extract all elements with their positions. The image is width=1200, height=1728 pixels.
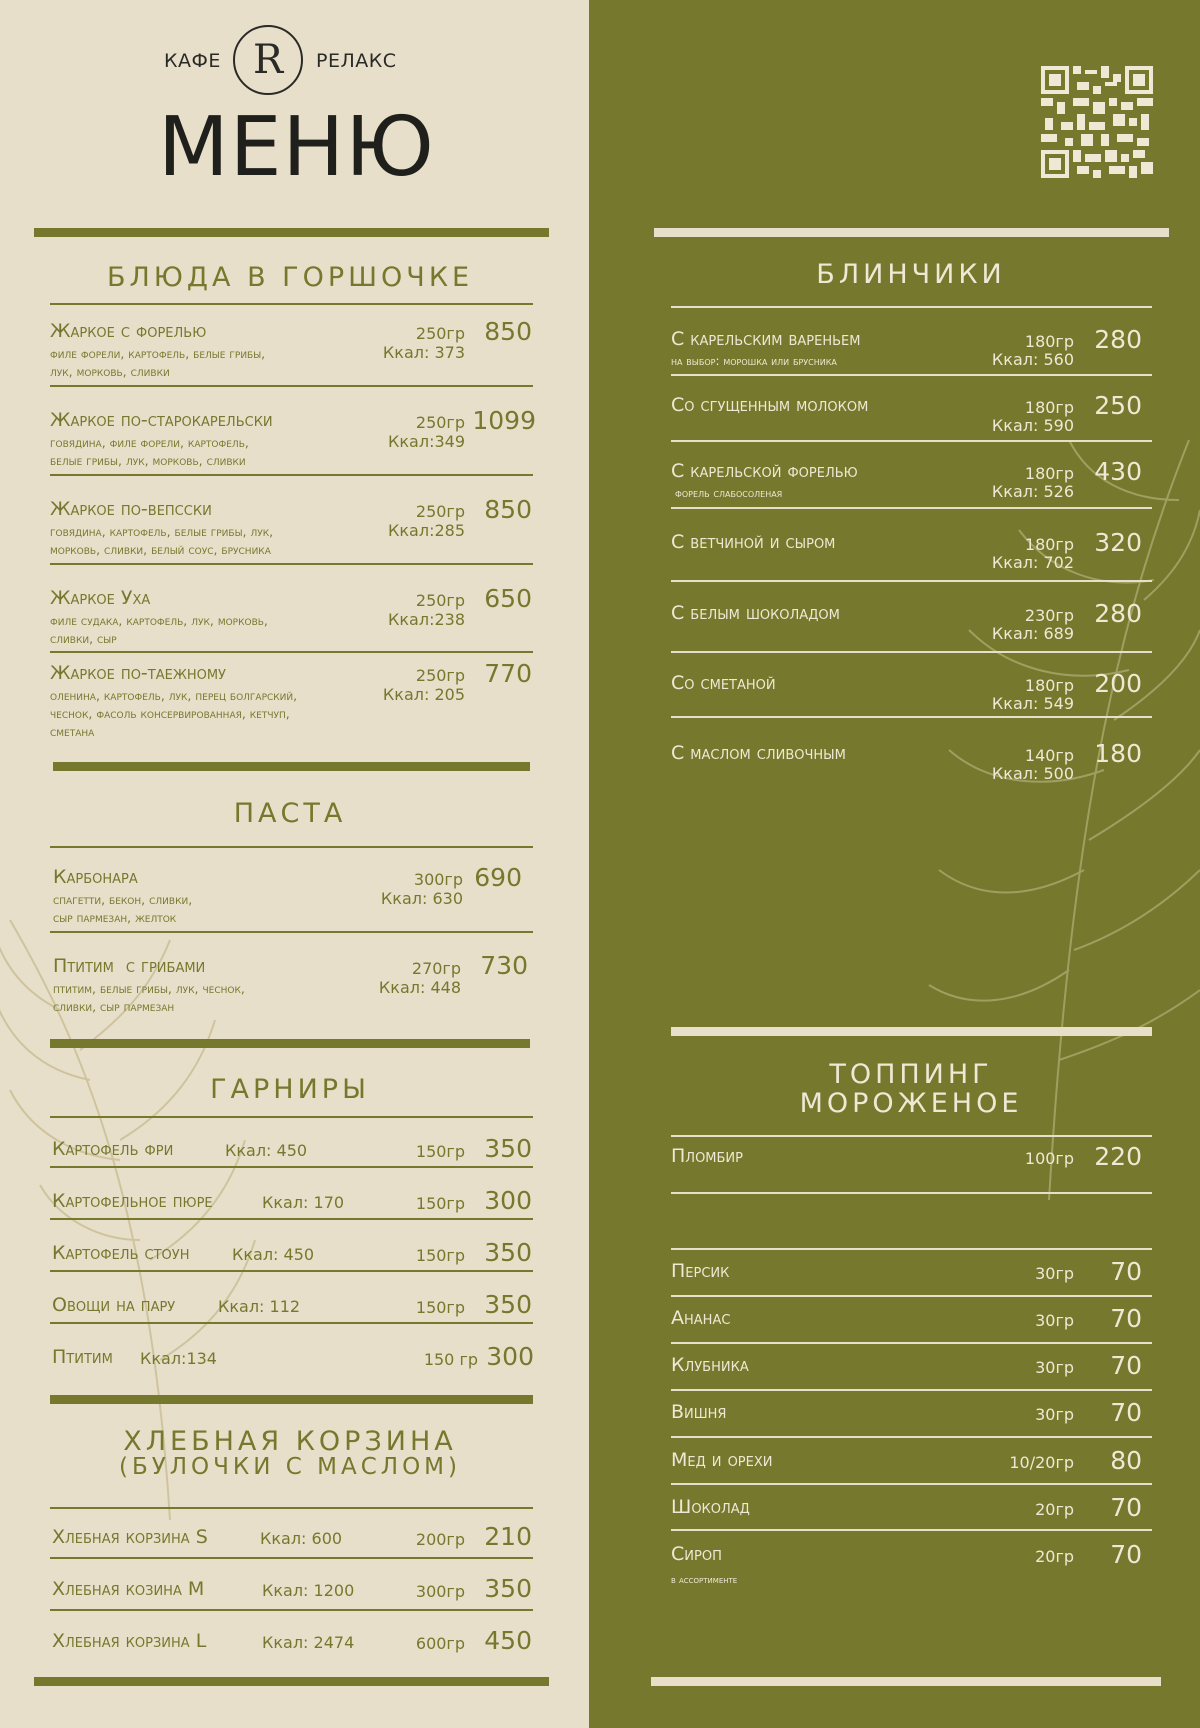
item-name: Со сметаной [671,672,776,694]
item-price: 450 [484,1626,532,1655]
item-name: Пломбир [671,1145,743,1167]
item-kcal: Ккал: 590 [991,416,1074,435]
item-kcal: Ккал: 2474 [262,1633,355,1652]
item-name: С карельской форелью [671,460,858,482]
item-name: Птитим [52,1346,113,1368]
item-weight: 20гр [1035,1547,1074,1566]
item-price: 770 [484,659,532,688]
item-kcal: Ккал:349 [388,432,465,451]
item-weight: 250гр [415,413,465,432]
divider [671,1192,1152,1194]
item-weight: 250гр [415,591,465,610]
item-weight: 10/20гр [1009,1453,1074,1472]
item-price: 350 [484,1290,532,1319]
item-price: 280 [1094,599,1142,628]
item-weight: 140гр [1024,746,1074,765]
item-price: 850 [484,317,532,346]
item-name: Картофельное пюре [52,1190,213,1212]
item-price: 280 [1094,325,1142,354]
item-name: Шоколад [671,1496,750,1518]
item-name: Со сгущенным молоком [671,394,869,416]
item-name: Вишня [671,1401,727,1423]
left-panel [0,0,589,1728]
item-name: Картофель фри [52,1138,174,1160]
item-kcal: Ккал: 450 [225,1141,308,1160]
item-description: морковь, сливки, белый соус, брусника [50,542,271,557]
item-price: 70 [1110,1493,1142,1522]
item-kcal: Ккал: 448 [378,978,461,997]
divider [671,1436,1152,1438]
divider [50,1218,533,1220]
item-description: говядина, картофель, белые грибы, лук, [50,524,274,539]
divider [50,1166,533,1168]
item-price: 350 [484,1134,532,1163]
divider [651,1677,1161,1686]
item-name: Хлебная корзина L [52,1630,207,1652]
item-description: форель слабосоленая [675,486,783,500]
item-kcal: Ккал: 702 [991,553,1074,572]
item-description: оленина, картофель, лук, перец болгарский, [50,688,298,703]
item-name: Сироп [671,1543,722,1565]
item-name: С маслом сливочным [671,742,846,764]
item-name: Жаркое с форелью [50,320,207,342]
item-weight: 30гр [1035,1358,1074,1377]
item-price: 70 [1110,1398,1142,1427]
item-name: Персик [671,1260,730,1282]
divider [34,1677,549,1686]
divider [654,228,1169,237]
divider [50,1039,530,1048]
item-weight: 30гр [1035,1405,1074,1424]
divider [50,1557,533,1559]
item-weight: 180гр [1024,464,1074,483]
item-weight: 250гр [415,666,465,685]
item-description: сметана [50,724,95,739]
item-price: 210 [484,1522,532,1551]
item-name: С ветчиной и сыром [671,531,836,553]
item-name: Жаркое по-таежному [50,662,226,684]
item-description: белые грибы, лук, морковь, сливки [50,453,246,468]
divider [671,374,1152,376]
item-price: 350 [484,1238,532,1267]
item-kcal: Ккал: 560 [991,350,1074,369]
divider [50,303,533,305]
section-title-pasta: ПАСТА [233,798,347,829]
item-description: в ассортименте [671,1575,738,1586]
item-description: говядина, филе форели, картофель, [50,435,249,450]
item-description: сыр пармезан, желток [53,910,177,925]
item-weight: 20гр [1035,1500,1074,1519]
divider [671,1027,1152,1036]
section-title-pancakes: БЛИНЧИКИ [816,259,1006,290]
divider [50,1395,533,1404]
divider [50,1507,533,1509]
item-weight: 150гр [415,1298,465,1317]
item-kcal: Ккал: 500 [991,764,1074,783]
item-weight: 300гр [415,1582,465,1601]
item-price: 1099 [472,406,536,435]
item-weight: 150гр [415,1142,465,1161]
item-weight: 30гр [1035,1264,1074,1283]
item-kcal: Ккал: 526 [991,482,1074,501]
divider [671,651,1152,653]
divider [34,228,549,237]
item-price: 180 [1094,739,1142,768]
item-price: 690 [474,863,522,892]
divider [50,931,533,933]
item-description: сливки, сыр [50,631,117,646]
cafe-logo-icon [233,25,303,95]
item-kcal: Ккал: 689 [991,624,1074,643]
item-kcal: Ккал: 373 [382,343,465,362]
item-name: С карельским вареньем [671,328,861,350]
item-price: 70 [1110,1540,1142,1569]
item-weight: 250гр [415,324,465,343]
item-price: 730 [480,951,528,980]
item-name: Хлебная корзина S [52,1526,208,1548]
item-description: на выбор: морошка или брусника [671,354,837,368]
item-kcal: Ккал: 450 [232,1245,315,1264]
item-kcal: Ккал:285 [388,521,465,540]
item-weight: 600гр [415,1634,465,1653]
divider [671,1135,1152,1137]
item-weight: 180гр [1024,676,1074,695]
item-kcal: Ккал: 1200 [262,1581,355,1600]
item-weight: 200гр [415,1530,465,1549]
item-description: лук, морковь, сливки [50,364,170,379]
item-price: 430 [1094,457,1142,486]
divider [50,474,533,476]
item-weight: 150гр [415,1246,465,1265]
item-name: Картофель стоун [52,1242,190,1264]
item-price: 300 [486,1342,534,1371]
divider [671,1342,1152,1344]
item-weight: 180гр [1024,535,1074,554]
item-name: С белым шоколадом [671,602,840,624]
section-title-bread: ХЛЕБНАЯ КОРЗИНА [123,1426,457,1457]
item-weight: 180гр [1024,332,1074,351]
item-price: 850 [484,495,532,524]
item-kcal: Ккал: 600 [260,1529,343,1548]
divider [671,507,1152,509]
item-kcal: Ккал:134 [140,1349,217,1368]
item-name: Ананас [671,1307,731,1329]
item-weight: 300гр [413,870,463,889]
section-title-sides: ГАРНИРЫ [210,1074,370,1105]
divider [53,762,530,771]
divider [50,846,533,848]
divider [50,1322,533,1324]
item-kcal: Ккал:238 [388,610,465,629]
item-price: 80 [1110,1446,1142,1475]
cafe-label-right: РЕЛАКС [316,50,397,72]
divider [671,1529,1152,1531]
item-weight: 270гр [411,959,461,978]
item-price: 70 [1110,1257,1142,1286]
section-subtitle-bread: (БУЛОЧКИ С МАСЛОМ) [118,1454,461,1480]
item-name: Жаркое по-старокарельски [50,409,273,431]
item-name: Клубника [671,1354,749,1376]
divider [671,716,1152,718]
item-name: Овощи на пару [52,1294,176,1316]
item-weight: 150гр [415,1194,465,1213]
section-title-icecream: МОРОЖЕНОЕ [799,1088,1023,1119]
item-description: птитим, белые грибы, лук, чеснок, [53,981,245,996]
qr-code-icon [1041,66,1153,178]
item-name: Мед и орехи [671,1449,773,1471]
cafe-label-left: КАФЕ [164,50,221,72]
divider [671,580,1152,582]
item-price: 350 [484,1574,532,1603]
divider [50,1609,533,1611]
item-description: сливки, сыр пармезан [53,999,175,1014]
item-weight: 250гр [415,502,465,521]
item-kcal: Ккал: 170 [262,1193,345,1212]
item-price: 220 [1094,1142,1142,1171]
item-name: Жаркое Уха [50,587,151,609]
item-weight: 150 гр [423,1350,478,1369]
divider [671,1248,1152,1250]
item-name: Хлебная козина M [52,1578,205,1600]
divider [50,1116,533,1118]
item-kcal: Ккал: 205 [382,685,465,704]
divider [50,563,533,565]
item-weight: 100гр [1024,1149,1074,1168]
item-kcal: Ккал: 112 [218,1297,301,1316]
divider [50,651,533,653]
right-panel [589,0,1200,1728]
item-price: 70 [1110,1304,1142,1333]
divider [50,385,533,387]
divider [671,1389,1152,1391]
item-name: Жаркое по-вепсски [50,498,212,520]
item-description: филе судака, картофель, лук, морковь, [50,613,268,628]
item-kcal: Ккал: 630 [380,889,463,908]
item-price: 320 [1094,528,1142,557]
item-description: чеснок, фасоль консервированная, кетчуп, [50,706,290,721]
item-description: филе форели, картофель, белые грибы, [50,346,266,361]
divider [671,440,1152,442]
logo-letter: R [252,37,284,83]
page-title: МЕНЮ [158,100,435,195]
item-price: 300 [484,1186,532,1215]
item-name: Птитим с грибами [53,955,206,977]
item-price: 200 [1094,669,1142,698]
item-name: Карбонара [53,866,138,888]
section-title-pots: БЛЮДА В ГОРШОЧКЕ [106,262,474,293]
item-kcal: Ккал: 549 [991,694,1074,713]
section-title-topping: ТОППИНГ [829,1059,993,1090]
divider [671,306,1152,308]
item-weight: 180гр [1024,398,1074,417]
divider [671,1295,1152,1297]
item-description: спагетти, бекон, сливки, [53,892,193,907]
item-price: 70 [1110,1351,1142,1380]
divider [671,1483,1152,1485]
divider [50,1270,533,1272]
item-weight: 230гр [1024,606,1074,625]
item-price: 250 [1094,391,1142,420]
item-weight: 30гр [1035,1311,1074,1330]
item-price: 650 [484,584,532,613]
